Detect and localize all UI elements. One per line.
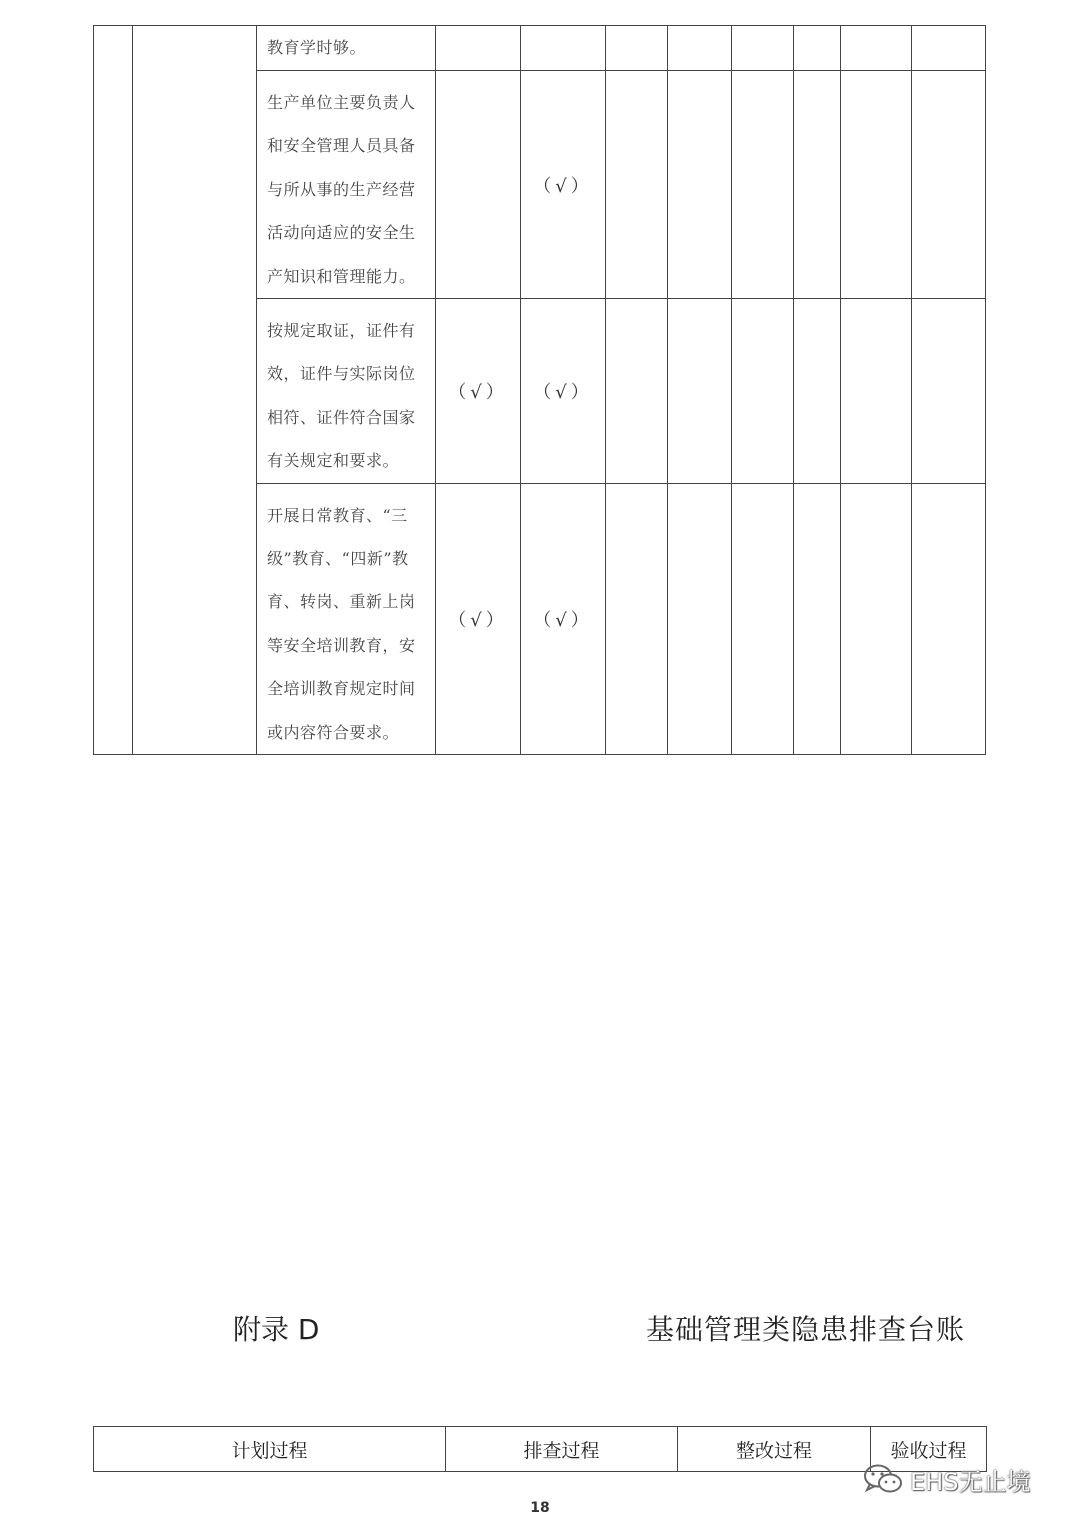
merged-category-cell <box>133 26 257 755</box>
header-plan: 计划过程 <box>94 1427 446 1472</box>
watermark-text: EHS无止境 <box>910 1467 1031 1496</box>
check-cell <box>436 71 521 299</box>
watermark <box>862 1462 1052 1496</box>
check-cell <box>436 26 521 71</box>
check-cell: （√） <box>521 71 606 299</box>
wechat-icon <box>862 1463 904 1495</box>
merged-index-cell <box>94 26 133 755</box>
item-content-cell: 教育学时够。 <box>257 26 436 71</box>
appendix-label: 附录 D <box>233 1313 320 1346</box>
item-content-cell: 开展日常教育、“三级”教育、“四新”教育、转岗、重新上岗等安全培训教育，安全培训教育规定时间或内容符合要求。 <box>257 483 436 754</box>
page-number: 18 <box>530 1500 550 1516</box>
appendix-title: 基础管理类隐患排查台账 <box>646 1313 966 1346</box>
table-row <box>94 26 986 71</box>
check-cell: （√） <box>436 483 521 754</box>
header-rectification: 整改过程 <box>678 1427 871 1472</box>
item-content-cell: 生产单位主要负责人和安全管理人员具备与所从事的生产经营活动向适应的安全生产知识和管理能力。 <box>257 71 436 299</box>
inspection-table <box>93 25 986 755</box>
check-cell: （√） <box>436 299 521 484</box>
check-cell: （√） <box>521 299 606 484</box>
check-cell <box>521 26 606 71</box>
table-row <box>94 1427 987 1472</box>
header-inspection: 排查过程 <box>446 1427 678 1472</box>
ledger-header-table <box>93 1426 987 1472</box>
header-acceptance: 验收过程 <box>871 1427 987 1472</box>
item-content-cell: 按规定取证，证件有效，证件与实际岗位相符、证件符合国家有关规定和要求。 <box>257 299 436 484</box>
check-cell: （√） <box>521 483 606 754</box>
